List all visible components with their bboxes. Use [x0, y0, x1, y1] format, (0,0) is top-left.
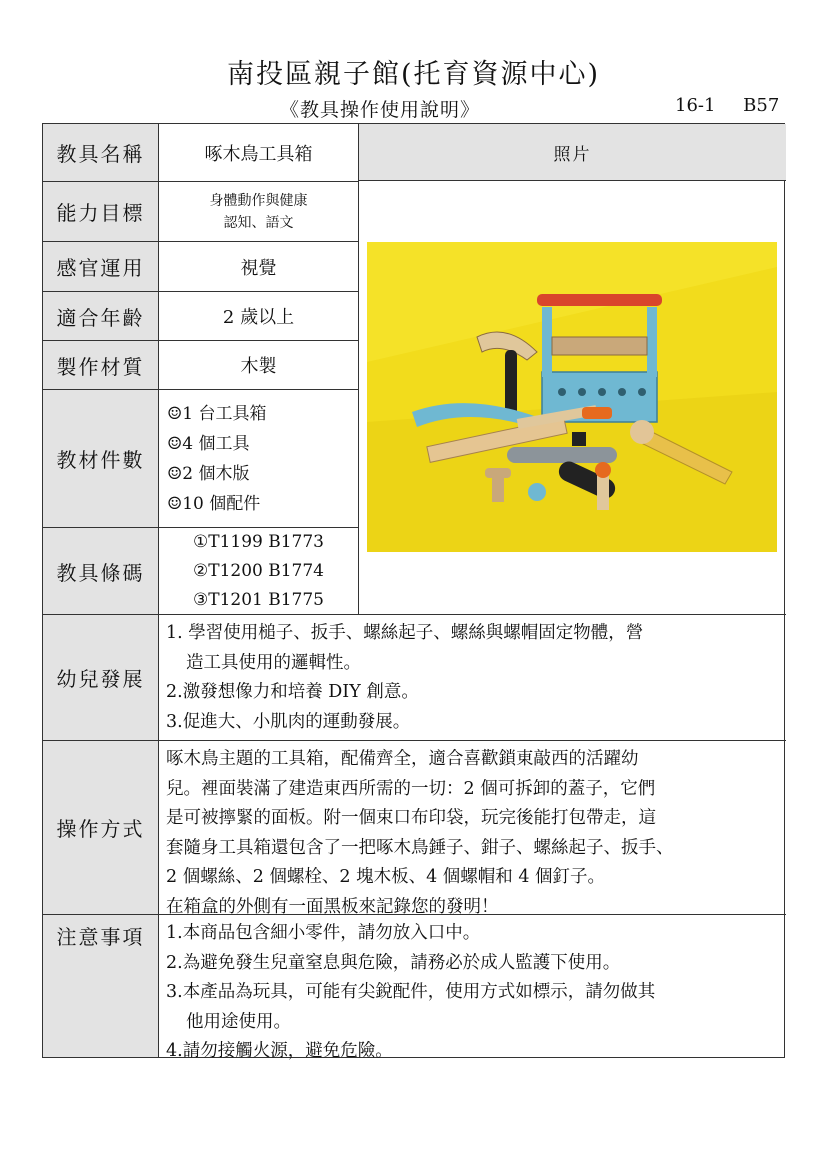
ability-line-2: 認知、語文	[223, 214, 294, 231]
age-value: 2 歲以上	[159, 292, 359, 340]
parts-item: ☺2 個木版	[167, 463, 250, 484]
barcode-item: ②T1200 B1774	[192, 560, 324, 581]
photo-header: 照片	[359, 124, 786, 181]
barcode-list	[159, 528, 359, 614]
product-photo	[367, 242, 777, 552]
development-label: 幼兒發展	[43, 615, 159, 740]
parts-list	[159, 390, 359, 527]
development-item: 3.促進大、小肌肉的運動發展。	[166, 711, 411, 732]
page-subtitle: 《教具操作使用說明》	[280, 99, 481, 121]
notes-item: 3.本產品為玩具，可能有尖銳配件，使用方式如標示，請勿做其	[166, 982, 656, 1002]
development-item: 2.激發想像力和培養 DIY 創意。	[166, 682, 419, 702]
parts-item: ☺1 台工具箱	[167, 403, 267, 424]
notes-item: 1.本商品包含細小零件，請勿放入口中。	[166, 923, 481, 943]
document-code: 16-1 B57	[675, 95, 780, 116]
operation-label: 操作方式	[43, 741, 159, 914]
barcode-item: ③T1201 B1775	[192, 589, 324, 610]
notes-label: 注意事項	[43, 915, 159, 1057]
notes-item: 他用途使用。	[186, 1011, 291, 1032]
page-title: 南投區親子館(托育資源中心)	[226, 59, 601, 90]
notes-item: 4.請勿接觸火源，避免危險。	[166, 1041, 393, 1061]
development-item: 造工具使用的邏輯性。	[186, 652, 361, 673]
name-value: 啄木鳥工具箱	[159, 124, 359, 181]
ability-label: 能力目標	[43, 182, 159, 241]
development-text	[159, 615, 786, 740]
notes-text	[159, 915, 786, 1061]
ability-value	[159, 182, 359, 241]
operation-line: 兒。裡面裝滿了建造東西所需的一切：2 個可拆卸的蓋子，它們	[166, 778, 656, 799]
operation-line: 2 個螺絲、2 個螺栓、2 塊木板、4 個螺帽和 4 個釘子。	[166, 867, 606, 887]
operation-line: 套隨身工具箱還包含了一把啄木鳥錘子、鉗子、螺絲起子、扳手、	[166, 837, 674, 858]
operation-line: 是可被擰緊的面板。附一個束口布印袋，玩完後能打包帶走，這	[166, 808, 656, 828]
notes-item: 2.為避免發生兒童窒息與危險，請務必於成人監護下使用。	[166, 952, 621, 973]
parts-item: ☺10 個配件	[167, 493, 261, 514]
sense-label: 感官運用	[43, 242, 159, 291]
parts-label: 教材件數	[43, 390, 159, 527]
material-label: 製作材質	[43, 341, 159, 389]
barcode-item: ①T1199 B1773	[192, 531, 324, 552]
info-table	[42, 123, 785, 1061]
age-label: 適合年齡	[43, 292, 159, 340]
ability-line-1: 身體動作與健康	[209, 192, 308, 209]
development-item: 1. 學習使用槌子、扳手、螺絲起子、螺絲與螺帽固定物體，營	[166, 623, 644, 643]
parts-item: ☺4 個工具	[167, 433, 250, 454]
name-label: 教具名稱	[43, 124, 159, 181]
operation-text	[159, 741, 786, 917]
operation-line: 在箱盒的外側有一面黑板來記錄您的發明！	[166, 896, 499, 917]
barcode-label: 教具條碼	[43, 528, 159, 614]
material-value: 木製	[159, 341, 359, 389]
sense-value: 視覺	[159, 242, 359, 291]
operation-line: 啄木鳥主題的工具箱，配備齊全，適合喜歡鎖東敲西的活躍幼	[166, 749, 639, 769]
